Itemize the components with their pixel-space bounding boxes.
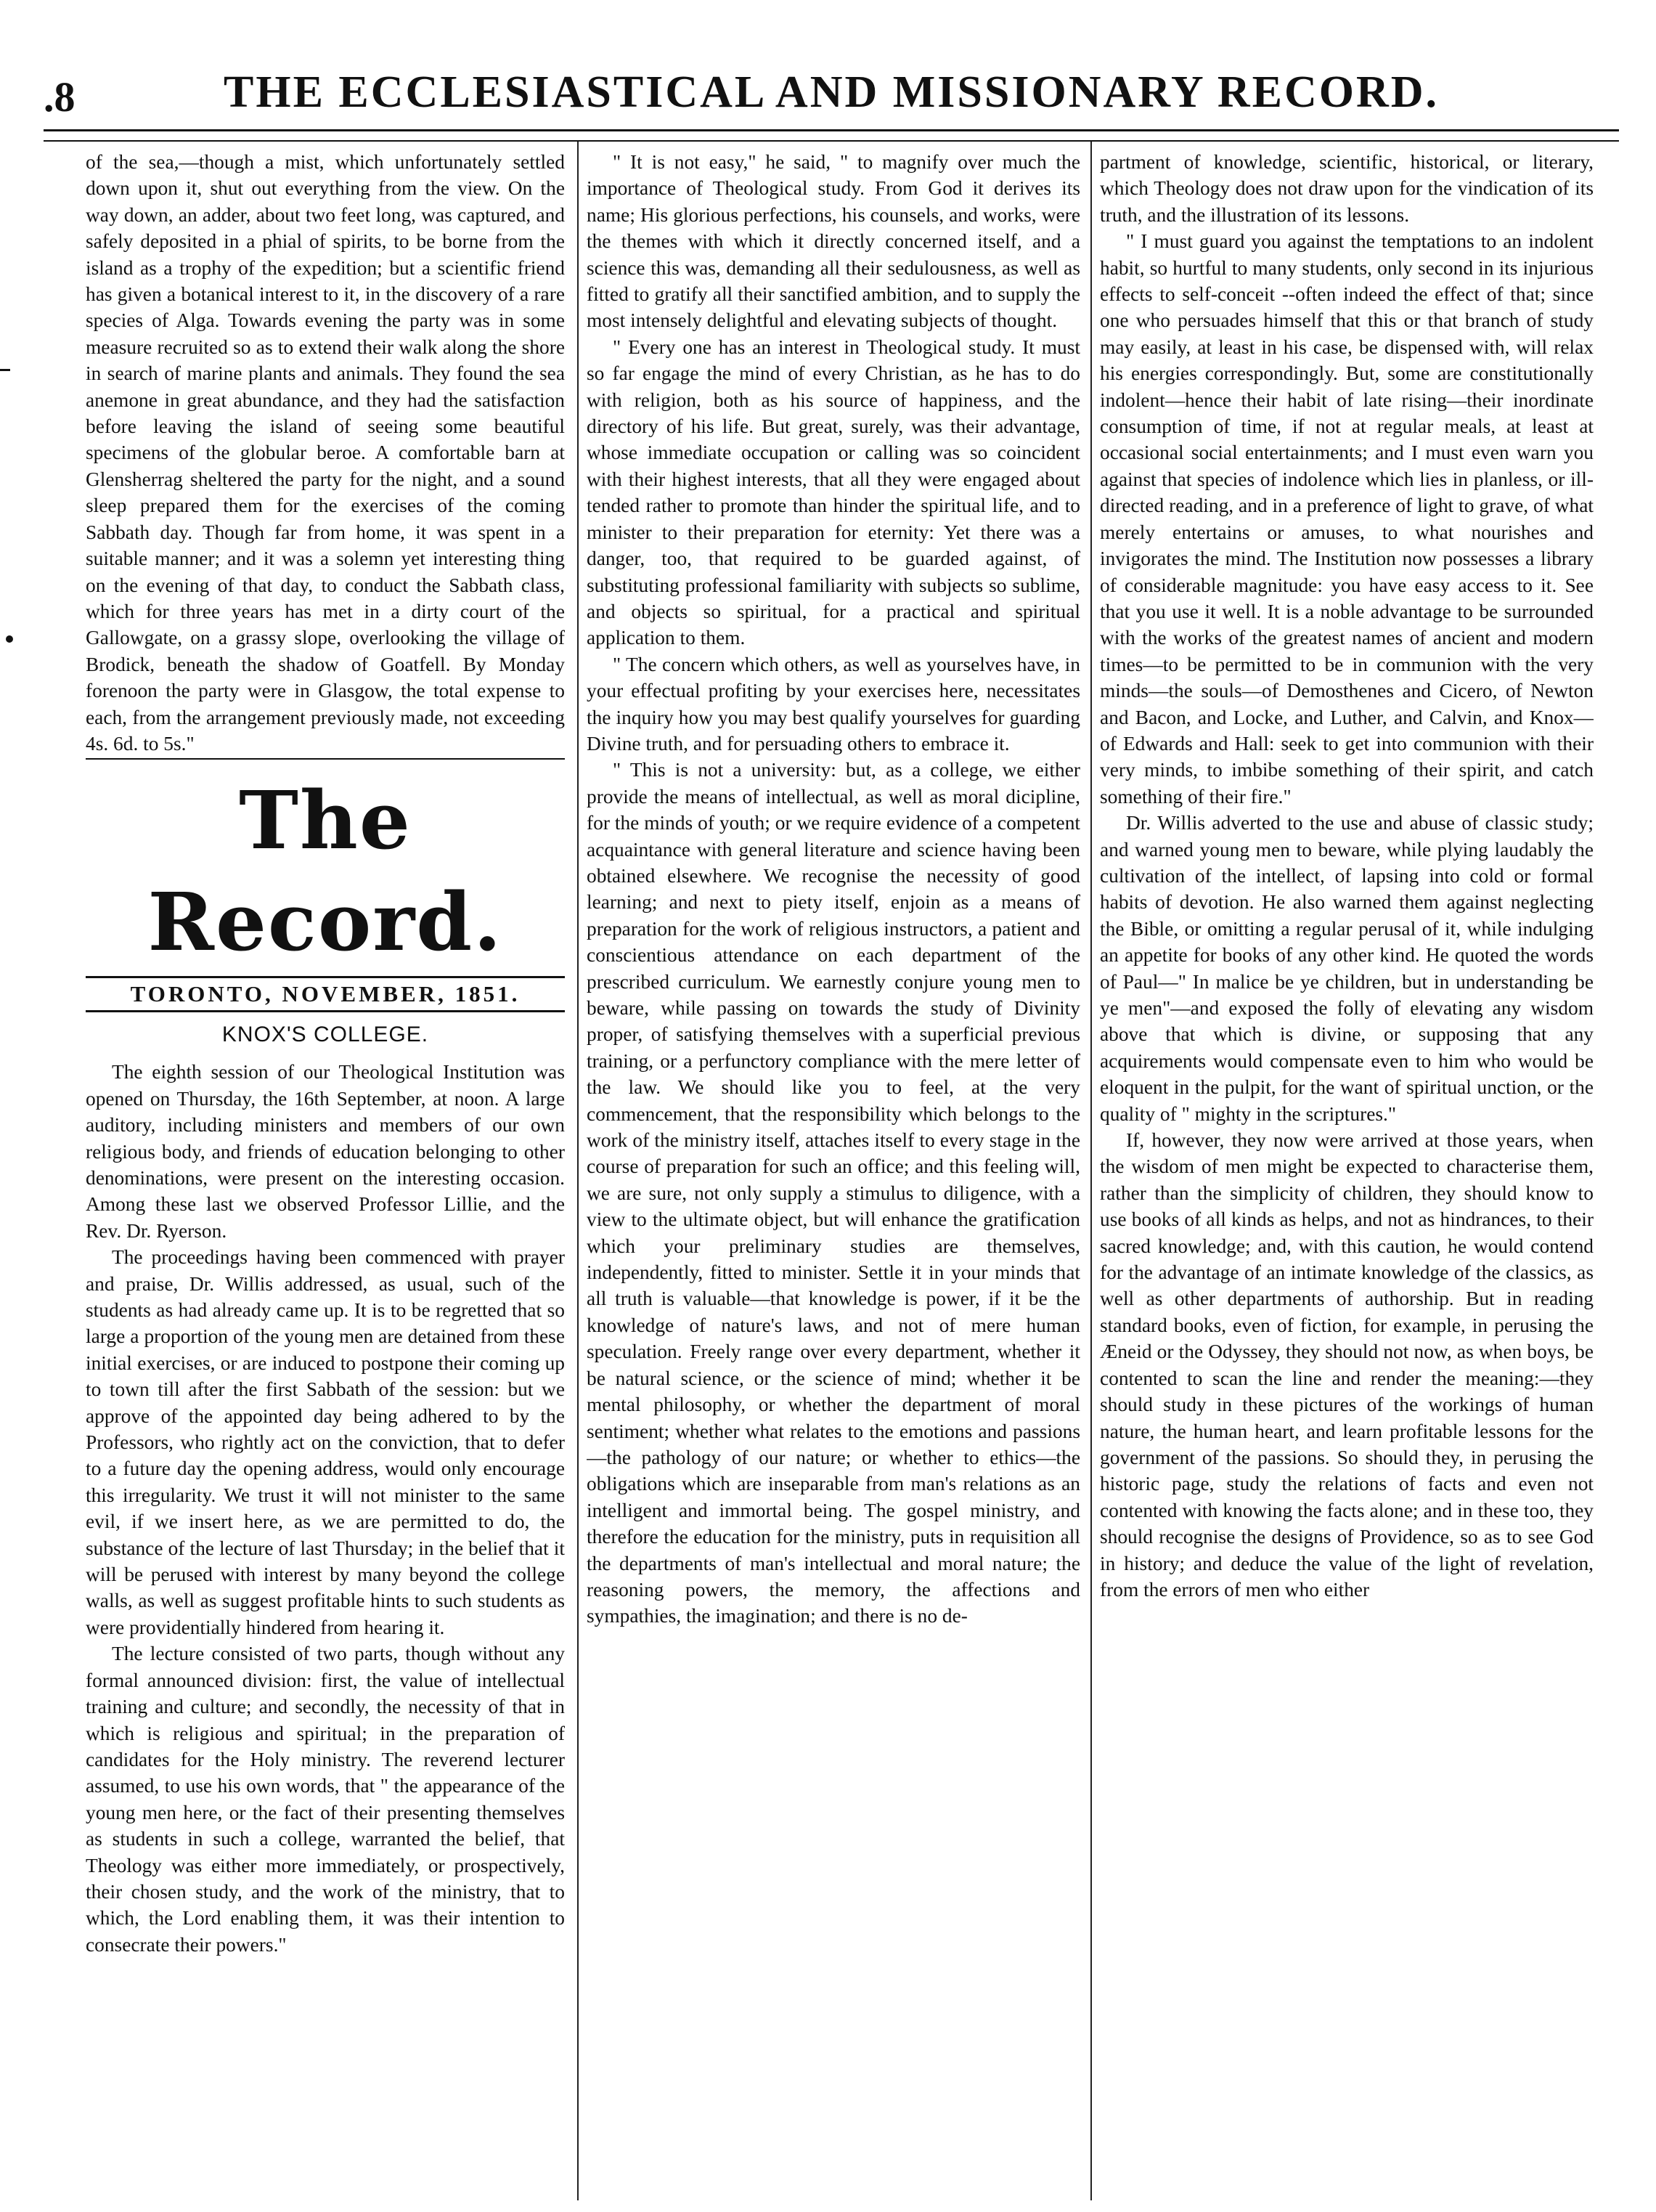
section-rule	[86, 758, 565, 760]
section-title: The Record.	[147, 773, 503, 969]
article-heading: KNOX'S COLLEGE.	[221, 1022, 429, 1047]
column-2	[587, 149, 1080, 2197]
paragraph: The proceedings having been commenced with prayer and praise, Dr. Willis addressed, as usual, such of the students as had already came up. It is to be regretted that so large a proportion of the young men are detained from these initial exercises, or are induced to postpone their coming up to town till after the first Sabbath of the session: but we approve of the appointed day being adhered to by the Professors, who rightly act on the conviction, that to defer to a future day the opening address, would only encourage this irregularity. We trust it will not minister to the same evil, if we insert here, as we are permitted to do, the substance of the lecture of last Thursday; in the belief that it will be perused with interest by many beyond the college walls, as well as suggest profitable hints to such students as were providentially hindered from hearing it.	[86, 1246, 565, 1638]
column-rule-left	[577, 142, 579, 2200]
paragraph: " Every one has an interest in Theological study. It must so far engage the mind of every Christian, as he has to do with religion, both as his source of happiness, and the directory of his life. But great, surely, was their advantage, whose immediate occupation or calling was so coincident with their highest interests, that all they were engaged about tended rather to promote than hinder the spiritual life, and to minister to their preparation for eternity: Yet there was a danger, too, that required to be guarded against, of substituting professional familiarity with subjects so sublime, and objects so spiritual, for a practical and spiritual application to them.	[587, 336, 1080, 649]
paragraph: " It is not easy," he said, " to magnify over much the importance of Theological study. From God it derives its name; His glorious perfections, his counsels, and works, were the themes with which it directly concerned itself, and a science this was, demanding all their sedulousness, as well as fitted to gratify all their sanctified ambition, and to supply the most intensely delightful and elevating subjects of thought.	[587, 151, 1080, 332]
dateline: TORONTO, NOVEMBER, 1851.	[86, 976, 565, 1012]
page-header	[44, 67, 1619, 125]
page-number: .8	[44, 73, 76, 121]
article-continued-text: of the sea,—though a mist, which unfortunately settled down upon it, shut out everything from the view. On the way down, an adder, about two feet long, was captured, and safely deposited in a phial of spirits, to be borne from the island as a trophy of the expedition; but a scientific friend has given a botanical interest to it, in the discovery of a rare species of Alga. Towards evening the party was in some measure recruited so as to extend their walk along the shore in search of marine plants and animals. They found the sea anemone in great abundance, and they had the satisfaction before leaving the island of seeing some beautiful specimens of the globular beroe. A comfortable barn at Glensherrag sheltered the party for the night, and a sound sleep prepared them for the exercises of the coming Sabbath day. Though far from home, it was spent in a suitable manner; and it was a solemn yet interesting thing on the evening of that day, to conduct the Sabbath class, which for three years has met in a dirty court of the Gallowgate, on a grassy slope, overlooking the village of Brodick, beneath the shadow of Goatfell. By Monday forenoon the party were in Glasgow, the total expense to each, from the arrangement previously made, not exceeding 4s. 6d. to 5s."	[86, 151, 565, 755]
margin-dot	[6, 635, 13, 643]
paragraph: The lecture consisted of two parts, though without any formal announced division: first, the value of intellectual training and culture; and secondly, the necessity of that in which is religious and spiritual; in the preparation of candidates for the Holy ministry. The reverend lecturer assumed, to use his own words, that " the appearance of the young men here, or the fact of their presenting themselves as students in such a college, warranted the belief, that Theology was either more immediately, or prospectively, their chosen study, and the work of the ministry, that to which, the Lord enabling them, it was their intention to consecrate their powers."	[86, 1643, 565, 1956]
paragraph: " This is not a university: but, as a college, we either provide the means of intellectual, as well as moral dicipline, for the minds of youth; or we require evidence of a competent acquaintance with general literature and science having been obtained elsewhere. We recognise the necessity of good learning; and next to piety itself, enjoin as a means of preparation for the work of religious instructors, a patient and conscientious attendance on each department of the prescribed curriculum. We earnestly conjure young men to beware, while passing on towards the study of Divinity proper, of satisfying themselves with a superficial previous training, or a perfunctory compliance with the mere letter of the law. We should like you to feel, at the very commencement, that the responsibility which belongs to the work of the ministry itself, attaches itself to every stage in the course of preparation for such an office; and this feeling will, we are sure, not only supply a stimulus to diligence, with a view to the ultimate object, but will enhance the gratification which your preliminary studies are themselves, independently, fitted to minister. Settle it in your minds that all truth is valuable—that knowledge is power, if it be the knowledge of nature's laws, and not of mere human speculation. Freely range over every department, whether it be natural science, or the science of mind; whether it be mental philosophy, or whether the department of moral sentiment; whether what relates to the emotions and passions—the pathology of our nature; or whether to ethics—the obligations which are inseparable from man's relations as an intelligent and immortal being. The gospel ministry, and therefore the education for the ministry, puts in requisition all the departments of man's intellectual and moral nature; the reasoning powers, the memory, the affections and sympathies, the imagination; and there is no de-	[587, 759, 1080, 1627]
paragraph: " The concern which others, as well as yourselves have, in your effectual profiting by your exercises here, necessitates the inquiry how you may best qualify yourselves for guarding Divine truth, and for persuading others to embrace it.	[587, 653, 1080, 755]
column-1	[86, 149, 565, 2197]
paragraph: Dr. Willis adverted to the use and abuse of classic study; and warned young men to beware, while plying laudably the cultivation of the intellect, of lapsing into cold or formal habits of devotion. He also warned them against neglecting the Bible, or omitting a regular perusal of it, while indulging an appetite for books of any other kind. He quoted the words of Paul—" In malice be ye children, but in understanding be ye men"—and exposed the folly of elevating any wisdom above that which is divine, or supposing that any acquirements would compensate even to him who would be eloquent in the pulpit, for the want of spiritual unction, or the quality of " mighty in the scriptures."	[1100, 812, 1594, 1125]
paragraph: If, however, they now were arrived at those years, when the wisdom of men might be expected to characterise them, rather than the simplicity of children, they should know to use books of all kinds as helps, and not as hindrances, to their sacred knowledge; and, with this caution, he would contend for the advantage of an intimate knowledge of the classics, as well as other departments of authorship. But in reading standard books, even of fiction, for example, in perusing the Æneid or the Odyssey, they should not now, as when boys, be contented to scan the line and render the meaning:—they should study in these pictures of the workings of human nature, the human heart, and learn profitable lessons for the government of the passions. So should they, in perusing the historic page, study the relations of facts and even not contented with knowing the facts alone; and in these too, they should recognise the designs of Providence, so as to see God in history; and deduce the value of the light of revelation, from the errors of men who either	[1100, 1129, 1594, 1601]
masthead-title: THE ECCLESIASTICAL AND MISSIONARY RECORD.	[223, 68, 1440, 117]
margin-mark	[0, 369, 10, 371]
paragraph: " I must guard you against the temptations to an indolent habit, so hurtful to many students, only second in its injurious effects to self-conceit --often indeed the effect of that; since one who persuades himself that this or that branch of study may easily, at least in his case, be dispensed with, will relax his energies correspondingly. But, some are constitutionally indolent—hence their habit of late rising—their inordinate consumption of time, if not at regular meals, at least at occasional social entertainments; and I must even warn you against that species of indolence which lies in planless, or ill-directed reading, and in a preference of light to grave, of what merely entertains or amuses, to what nourishes and invigorates the mind. The Institution now possesses a library of considerable magnitude: you have easy access to it. See that you use it well. It is a noble advantage to be surrounded with the works of the greatest names of ancient and modern times—to be permitted to be in communion with the very minds—the souls—of Demosthenes and Cicero, of Newton and Bacon, and Locke, and Luther, and Calvin, and Knox—of Edwards and Hall: seek to get into communion with their very minds, to imbibe something of their spirit, and catch something of their fire."	[1100, 230, 1594, 808]
paragraph-continued: partment of knowledge, scientific, historical, or literary, which Theology does not draw upon for the vindication of its truth, and the illustration of its lessons.	[1100, 151, 1594, 226]
column-rule-right	[1090, 142, 1092, 2200]
column-3	[1100, 149, 1594, 2197]
paragraph: The eighth session of our Theological Institution was opened on Thursday, the 16th September, at noon. A large auditory, including ministers and members of our own religious body, and friends of education belonging to other denominations, were present on the interesting occasion. Among these last we observed Professor Lillie, and the Rev. Dr. Ryerson.	[86, 1061, 565, 1242]
header-rule	[44, 129, 1619, 142]
